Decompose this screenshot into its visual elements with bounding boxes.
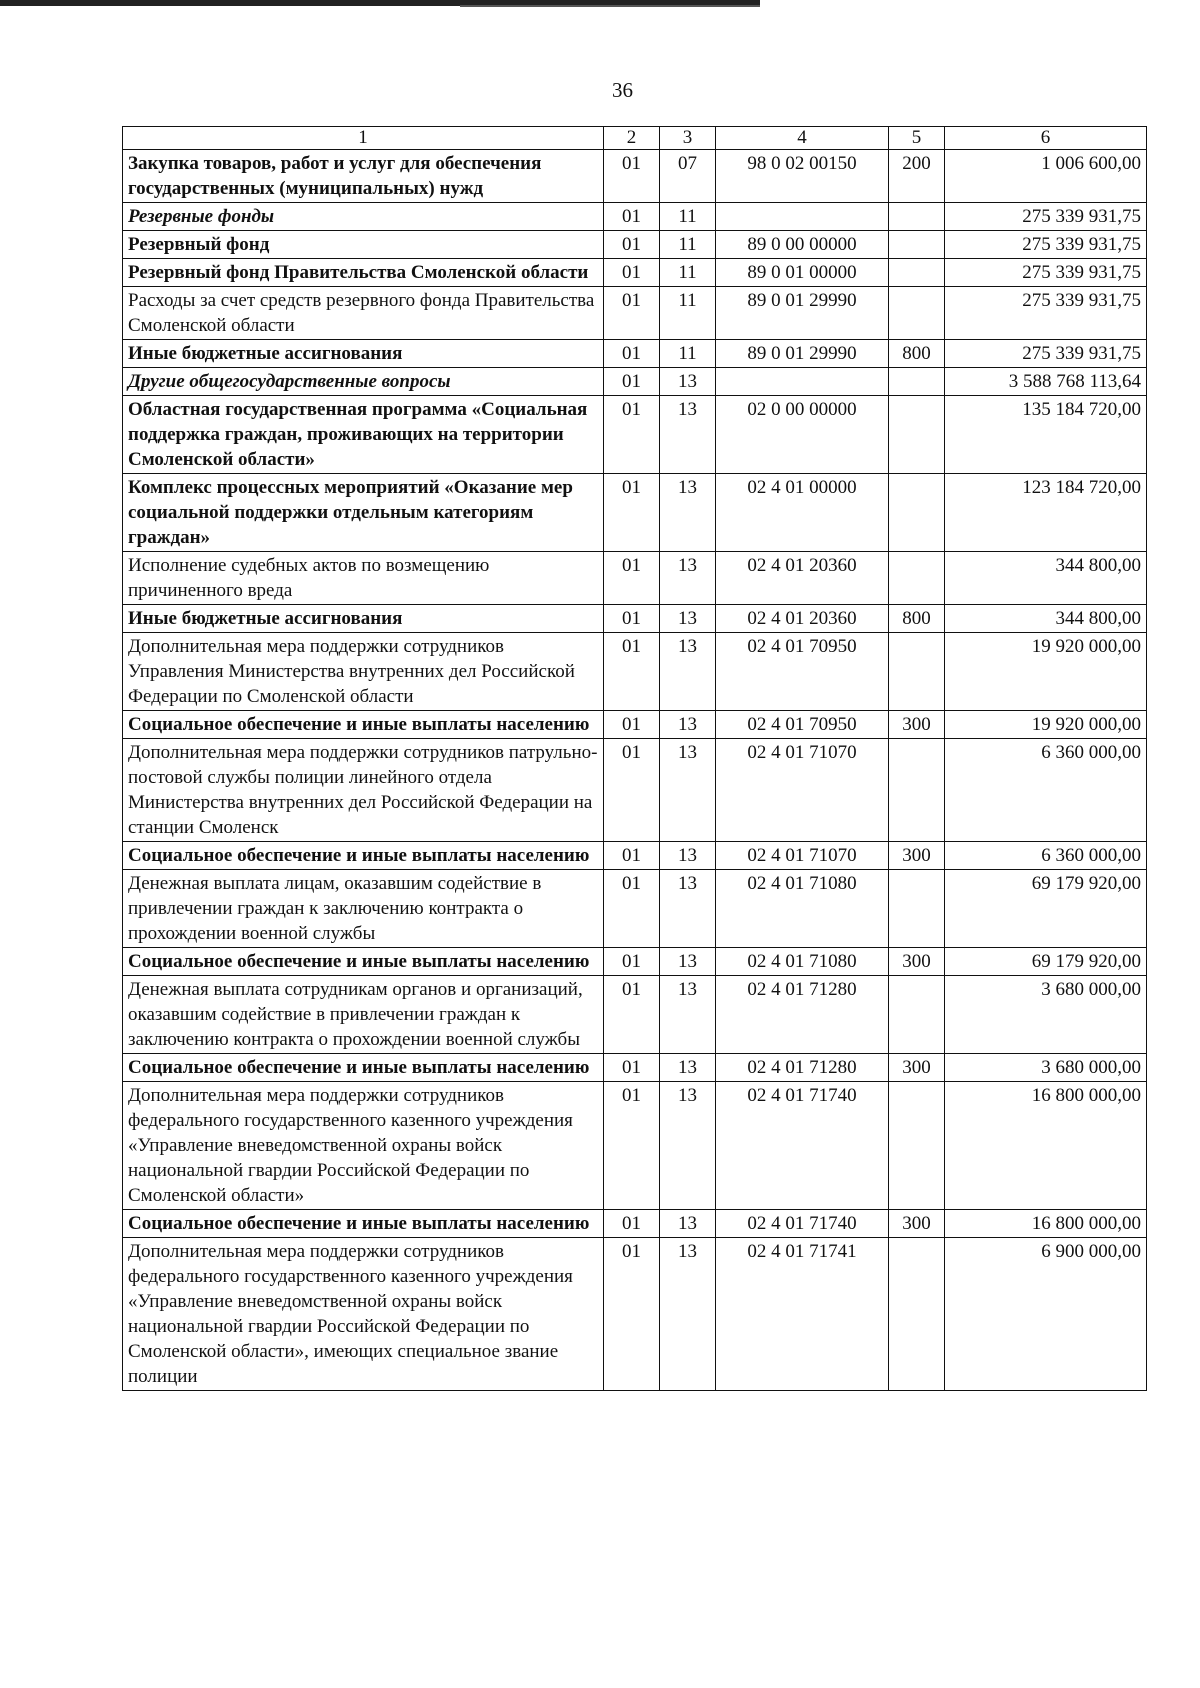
row-name: Иные бюджетные ассигнования bbox=[123, 605, 604, 633]
row-expense-type-code bbox=[889, 739, 945, 842]
row-subsection-code: 13 bbox=[660, 552, 716, 605]
row-amount: 6 360 000,00 bbox=[945, 739, 1147, 842]
row-name: Денежная выплата сотрудникам органов и организаций, оказавшим содействие в привлечении граждан к заключению контракта о прохождении военной службы bbox=[123, 976, 604, 1054]
header-col-1: 1 bbox=[123, 127, 604, 150]
row-name: Иные бюджетные ассигнования bbox=[123, 340, 604, 368]
row-name: Расходы за счет средств резервного фонда Правительства Смоленской области bbox=[123, 287, 604, 340]
row-name: Резервный фонд Правительства Смоленской области bbox=[123, 259, 604, 287]
row-expense-type-code bbox=[889, 396, 945, 474]
row-expense-type-code bbox=[889, 976, 945, 1054]
row-name: Дополнительная мера поддержки сотрудников федерального государственного казенного учреждения «Управление вневедомственной охраны войск национальной гвардии Российской Федерации по Смоленской области», имеющих специальное звание полиции bbox=[123, 1238, 604, 1391]
row-subsection-code: 07 bbox=[660, 150, 716, 203]
row-amount: 19 920 000,00 bbox=[945, 633, 1147, 711]
row-amount: 123 184 720,00 bbox=[945, 474, 1147, 552]
row-expense-type-code: 300 bbox=[889, 1054, 945, 1082]
table-row bbox=[123, 870, 1147, 948]
row-subsection-code: 13 bbox=[660, 1082, 716, 1210]
row-expense-type-code bbox=[889, 1238, 945, 1391]
row-name: Социальное обеспечение и иные выплаты населению bbox=[123, 1210, 604, 1238]
row-amount: 135 184 720,00 bbox=[945, 396, 1147, 474]
row-expense-type-code: 300 bbox=[889, 842, 945, 870]
row-target-article-code: 02 4 01 71280 bbox=[716, 976, 889, 1054]
row-expense-type-code: 200 bbox=[889, 150, 945, 203]
row-expense-type-code bbox=[889, 203, 945, 231]
row-amount: 275 339 931,75 bbox=[945, 259, 1147, 287]
row-subsection-code: 13 bbox=[660, 1054, 716, 1082]
row-amount: 16 800 000,00 bbox=[945, 1082, 1147, 1210]
row-expense-type-code bbox=[889, 231, 945, 259]
row-target-article-code: 02 4 01 70950 bbox=[716, 633, 889, 711]
row-expense-type-code bbox=[889, 552, 945, 605]
row-section-code: 01 bbox=[604, 552, 660, 605]
table-row bbox=[123, 552, 1147, 605]
row-expense-type-code bbox=[889, 870, 945, 948]
row-target-article-code: 98 0 02 00150 bbox=[716, 150, 889, 203]
row-section-code: 01 bbox=[604, 739, 660, 842]
row-expense-type-code: 800 bbox=[889, 605, 945, 633]
row-target-article-code: 02 4 01 71740 bbox=[716, 1210, 889, 1238]
row-subsection-code: 13 bbox=[660, 474, 716, 552]
table-row bbox=[123, 396, 1147, 474]
row-name: Социальное обеспечение и иные выплаты населению bbox=[123, 1054, 604, 1082]
table-row bbox=[123, 948, 1147, 976]
row-name: Социальное обеспечение и иные выплаты населению bbox=[123, 948, 604, 976]
row-amount: 69 179 920,00 bbox=[945, 870, 1147, 948]
row-subsection-code: 13 bbox=[660, 842, 716, 870]
row-target-article-code: 89 0 01 29990 bbox=[716, 287, 889, 340]
row-amount: 16 800 000,00 bbox=[945, 1210, 1147, 1238]
table-row bbox=[123, 739, 1147, 842]
row-amount: 69 179 920,00 bbox=[945, 948, 1147, 976]
row-target-article-code: 02 4 01 00000 bbox=[716, 474, 889, 552]
row-amount: 275 339 931,75 bbox=[945, 287, 1147, 340]
row-amount: 3 680 000,00 bbox=[945, 976, 1147, 1054]
budget-table bbox=[122, 126, 1147, 1391]
row-subsection-code: 13 bbox=[660, 870, 716, 948]
header-col-3: 3 bbox=[660, 127, 716, 150]
row-name: Социальное обеспечение и иные выплаты населению bbox=[123, 842, 604, 870]
row-target-article-code: 02 4 01 70950 bbox=[716, 711, 889, 739]
row-target-article-code: 02 4 01 71740 bbox=[716, 1082, 889, 1210]
row-section-code: 01 bbox=[604, 396, 660, 474]
header-col-6: 6 bbox=[945, 127, 1147, 150]
row-section-code: 01 bbox=[604, 1054, 660, 1082]
table-row bbox=[123, 150, 1147, 203]
row-section-code: 01 bbox=[604, 711, 660, 739]
row-subsection-code: 13 bbox=[660, 739, 716, 842]
row-target-article-code: 02 4 01 20360 bbox=[716, 552, 889, 605]
row-expense-type-code bbox=[889, 259, 945, 287]
table-header-row bbox=[123, 127, 1147, 150]
row-name: Резервный фонд bbox=[123, 231, 604, 259]
row-section-code: 01 bbox=[604, 474, 660, 552]
row-target-article-code: 02 4 01 71070 bbox=[716, 739, 889, 842]
table-row bbox=[123, 711, 1147, 739]
table-row bbox=[123, 1238, 1147, 1391]
page-number: 36 bbox=[612, 78, 633, 102]
row-amount: 6 360 000,00 bbox=[945, 842, 1147, 870]
table-row bbox=[123, 633, 1147, 711]
table-row bbox=[123, 287, 1147, 340]
row-expense-type-code: 300 bbox=[889, 1210, 945, 1238]
row-subsection-code: 13 bbox=[660, 948, 716, 976]
row-subsection-code: 13 bbox=[660, 1238, 716, 1391]
table-row bbox=[123, 842, 1147, 870]
row-subsection-code: 11 bbox=[660, 231, 716, 259]
row-section-code: 01 bbox=[604, 231, 660, 259]
row-subsection-code: 13 bbox=[660, 605, 716, 633]
row-name: Закупка товаров, работ и услуг для обеспечения государственных (муниципальных) нужд bbox=[123, 150, 604, 203]
row-section-code: 01 bbox=[604, 287, 660, 340]
header-col-2: 2 bbox=[604, 127, 660, 150]
row-amount: 1 006 600,00 bbox=[945, 150, 1147, 203]
table-row bbox=[123, 231, 1147, 259]
row-target-article-code bbox=[716, 368, 889, 396]
row-name: Комплекс процессных мероприятий «Оказание мер социальной поддержки отдельным категориям граждан» bbox=[123, 474, 604, 552]
row-subsection-code: 13 bbox=[660, 1210, 716, 1238]
row-name: Социальное обеспечение и иные выплаты населению bbox=[123, 711, 604, 739]
table-row bbox=[123, 474, 1147, 552]
row-target-article-code: 02 4 01 71741 bbox=[716, 1238, 889, 1391]
row-name: Денежная выплата лицам, оказавшим содействие в привлечении граждан к заключению контракта о прохождении военной службы bbox=[123, 870, 604, 948]
header-col-5: 5 bbox=[889, 127, 945, 150]
row-expense-type-code bbox=[889, 633, 945, 711]
row-target-article-code: 02 4 01 71280 bbox=[716, 1054, 889, 1082]
row-section-code: 01 bbox=[604, 340, 660, 368]
row-subsection-code: 11 bbox=[660, 259, 716, 287]
row-expense-type-code: 800 bbox=[889, 340, 945, 368]
row-section-code: 01 bbox=[604, 368, 660, 396]
row-subsection-code: 13 bbox=[660, 633, 716, 711]
scan-artifact-line bbox=[460, 5, 760, 7]
row-section-code: 01 bbox=[604, 203, 660, 231]
row-amount: 275 339 931,75 bbox=[945, 231, 1147, 259]
row-name: Исполнение судебных актов по возмещению причиненного вреда bbox=[123, 552, 604, 605]
row-section-code: 01 bbox=[604, 948, 660, 976]
table-row bbox=[123, 340, 1147, 368]
row-name: Дополнительная мера поддержки сотрудников патрульно-постовой службы полиции линейного отдела Министерства внутренних дел Российской Федерации на станции Смоленск bbox=[123, 739, 604, 842]
row-target-article-code: 89 0 00 00000 bbox=[716, 231, 889, 259]
row-expense-type-code bbox=[889, 474, 945, 552]
row-name: Другие общегосударственные вопросы bbox=[123, 368, 604, 396]
row-section-code: 01 bbox=[604, 150, 660, 203]
row-section-code: 01 bbox=[604, 842, 660, 870]
row-section-code: 01 bbox=[604, 976, 660, 1054]
row-target-article-code: 02 0 00 00000 bbox=[716, 396, 889, 474]
table-row bbox=[123, 605, 1147, 633]
row-section-code: 01 bbox=[604, 605, 660, 633]
table-row bbox=[123, 368, 1147, 396]
row-subsection-code: 11 bbox=[660, 287, 716, 340]
row-amount: 6 900 000,00 bbox=[945, 1238, 1147, 1391]
row-amount: 3 588 768 113,64 bbox=[945, 368, 1147, 396]
row-expense-type-code bbox=[889, 1082, 945, 1210]
row-section-code: 01 bbox=[604, 1082, 660, 1210]
row-amount: 344 800,00 bbox=[945, 552, 1147, 605]
row-name: Резервные фонды bbox=[123, 203, 604, 231]
row-expense-type-code: 300 bbox=[889, 948, 945, 976]
table-row bbox=[123, 203, 1147, 231]
row-target-article-code: 02 4 01 71080 bbox=[716, 948, 889, 976]
row-expense-type-code: 300 bbox=[889, 711, 945, 739]
row-section-code: 01 bbox=[604, 870, 660, 948]
row-amount: 275 339 931,75 bbox=[945, 203, 1147, 231]
row-subsection-code: 13 bbox=[660, 976, 716, 1054]
row-section-code: 01 bbox=[604, 259, 660, 287]
row-subsection-code: 13 bbox=[660, 711, 716, 739]
row-section-code: 01 bbox=[604, 1238, 660, 1391]
table-body bbox=[123, 127, 1147, 1391]
table-row bbox=[123, 976, 1147, 1054]
row-amount: 275 339 931,75 bbox=[945, 340, 1147, 368]
row-target-article-code: 89 0 01 29990 bbox=[716, 340, 889, 368]
row-amount: 344 800,00 bbox=[945, 605, 1147, 633]
row-target-article-code: 89 0 01 00000 bbox=[716, 259, 889, 287]
row-subsection-code: 11 bbox=[660, 203, 716, 231]
row-subsection-code: 13 bbox=[660, 396, 716, 474]
table-row bbox=[123, 259, 1147, 287]
row-amount: 3 680 000,00 bbox=[945, 1054, 1147, 1082]
header-col-4: 4 bbox=[716, 127, 889, 150]
row-target-article-code bbox=[716, 203, 889, 231]
table-row bbox=[123, 1082, 1147, 1210]
row-amount: 19 920 000,00 bbox=[945, 711, 1147, 739]
table-row bbox=[123, 1210, 1147, 1238]
row-name: Областная государственная программа «Социальная поддержка граждан, проживающих на территории Смоленской области» bbox=[123, 396, 604, 474]
row-subsection-code: 13 bbox=[660, 368, 716, 396]
row-section-code: 01 bbox=[604, 633, 660, 711]
row-name: Дополнительная мера поддержки сотрудников федерального государственного казенного учреждения «Управление вневедомственной охраны войск национальной гвардии Российской Федерации по Смоленской области» bbox=[123, 1082, 604, 1210]
row-target-article-code: 02 4 01 20360 bbox=[716, 605, 889, 633]
row-subsection-code: 11 bbox=[660, 340, 716, 368]
table-row bbox=[123, 1054, 1147, 1082]
row-target-article-code: 02 4 01 71080 bbox=[716, 870, 889, 948]
row-expense-type-code bbox=[889, 368, 945, 396]
row-expense-type-code bbox=[889, 287, 945, 340]
row-name: Дополнительная мера поддержки сотрудников Управления Министерства внутренних дел Российской Федерации по Смоленской области bbox=[123, 633, 604, 711]
row-target-article-code: 02 4 01 71070 bbox=[716, 842, 889, 870]
row-section-code: 01 bbox=[604, 1210, 660, 1238]
